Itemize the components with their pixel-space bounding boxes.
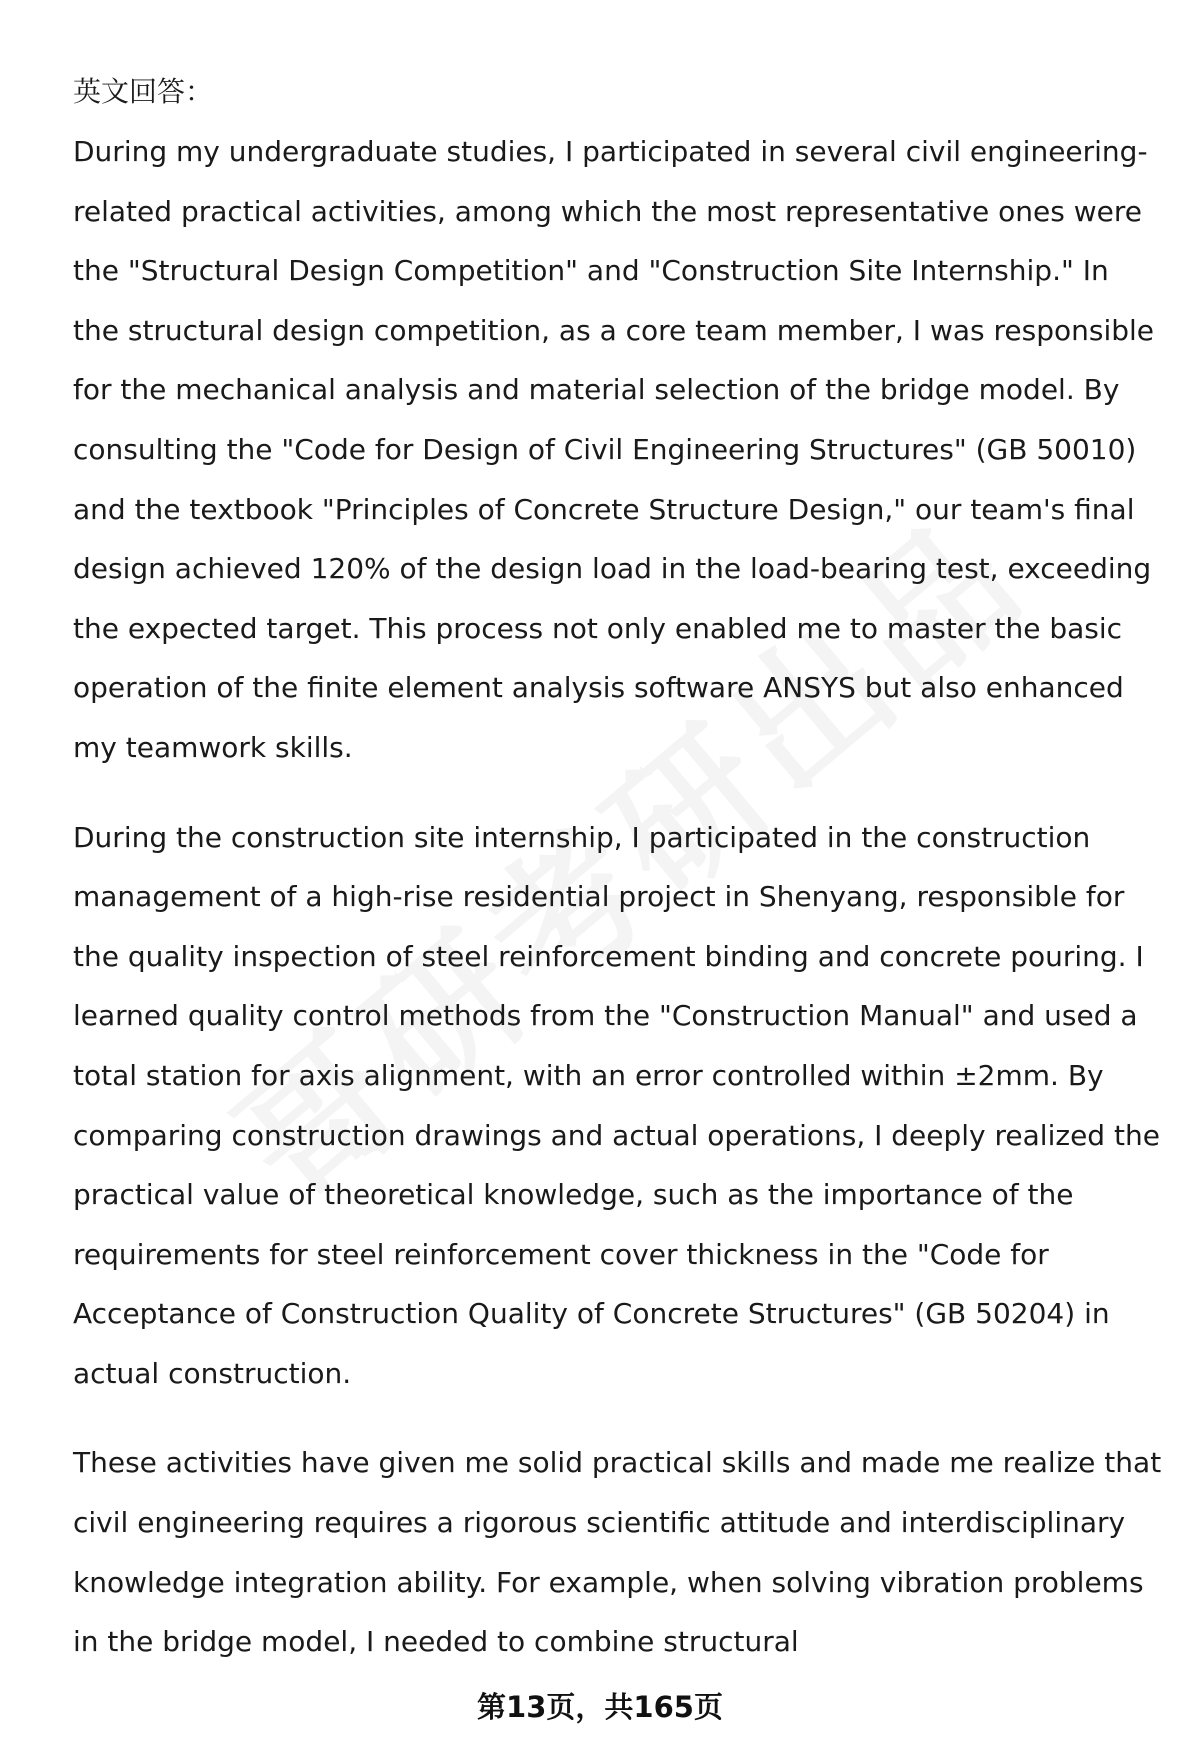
document-body	[73, 62, 1163, 1702]
page-number-footer: 第13页，共165页	[477, 1690, 723, 1724]
paragraph-2: During the construction site internship, I participated in the construction management of a high-rise residential project in Shenyang, responsible for the quality inspection of steel reinforcement binding and concrete pouring. I learned quality control methods from the "Construction Manual" and used a total station for axis alignment, with an error controlled within ±2mm. By comparing construction drawings and actual operations, I deeply realized the practical value of theoretical knowledge, such as the importance of the requirements for steel reinforcement cover thickness in the "Code for Acceptance of Construction Quality of Concrete Structures" (GB 50204) in actual construction.	[73, 820, 1160, 1390]
paragraph-1: During my undergraduate studies, I participated in several civil engineering-related practical activities, among which the most representative ones were the "Structural Design Competition" and "Construction Site Internship." In the structural design competition, as a core team member, I was responsible for the mechanical analysis and material selection of the bridge model. By consulting the "Code for Design of Civil Engineering Structures" (GB 50010) and the textbook "Principles of Concrete Structure Design," our team's final design achieved 120% of the design load in the load-bearing test, exceeding the expected target. This process not only enabled me to master the basic operation of the finite element analysis software ANSYS but also enhanced my teamwork skills.	[73, 135, 1155, 764]
paragraph-3: These activities have given me solid practical skills and made me realize that civil engineering requires a rigorous scientific attitude and interdisciplinary knowledge integration ability. For example, when solving vibration problems in the bridge model, I needed to combine structural	[73, 1446, 1162, 1659]
section-heading: 英文回答：	[73, 75, 214, 108]
